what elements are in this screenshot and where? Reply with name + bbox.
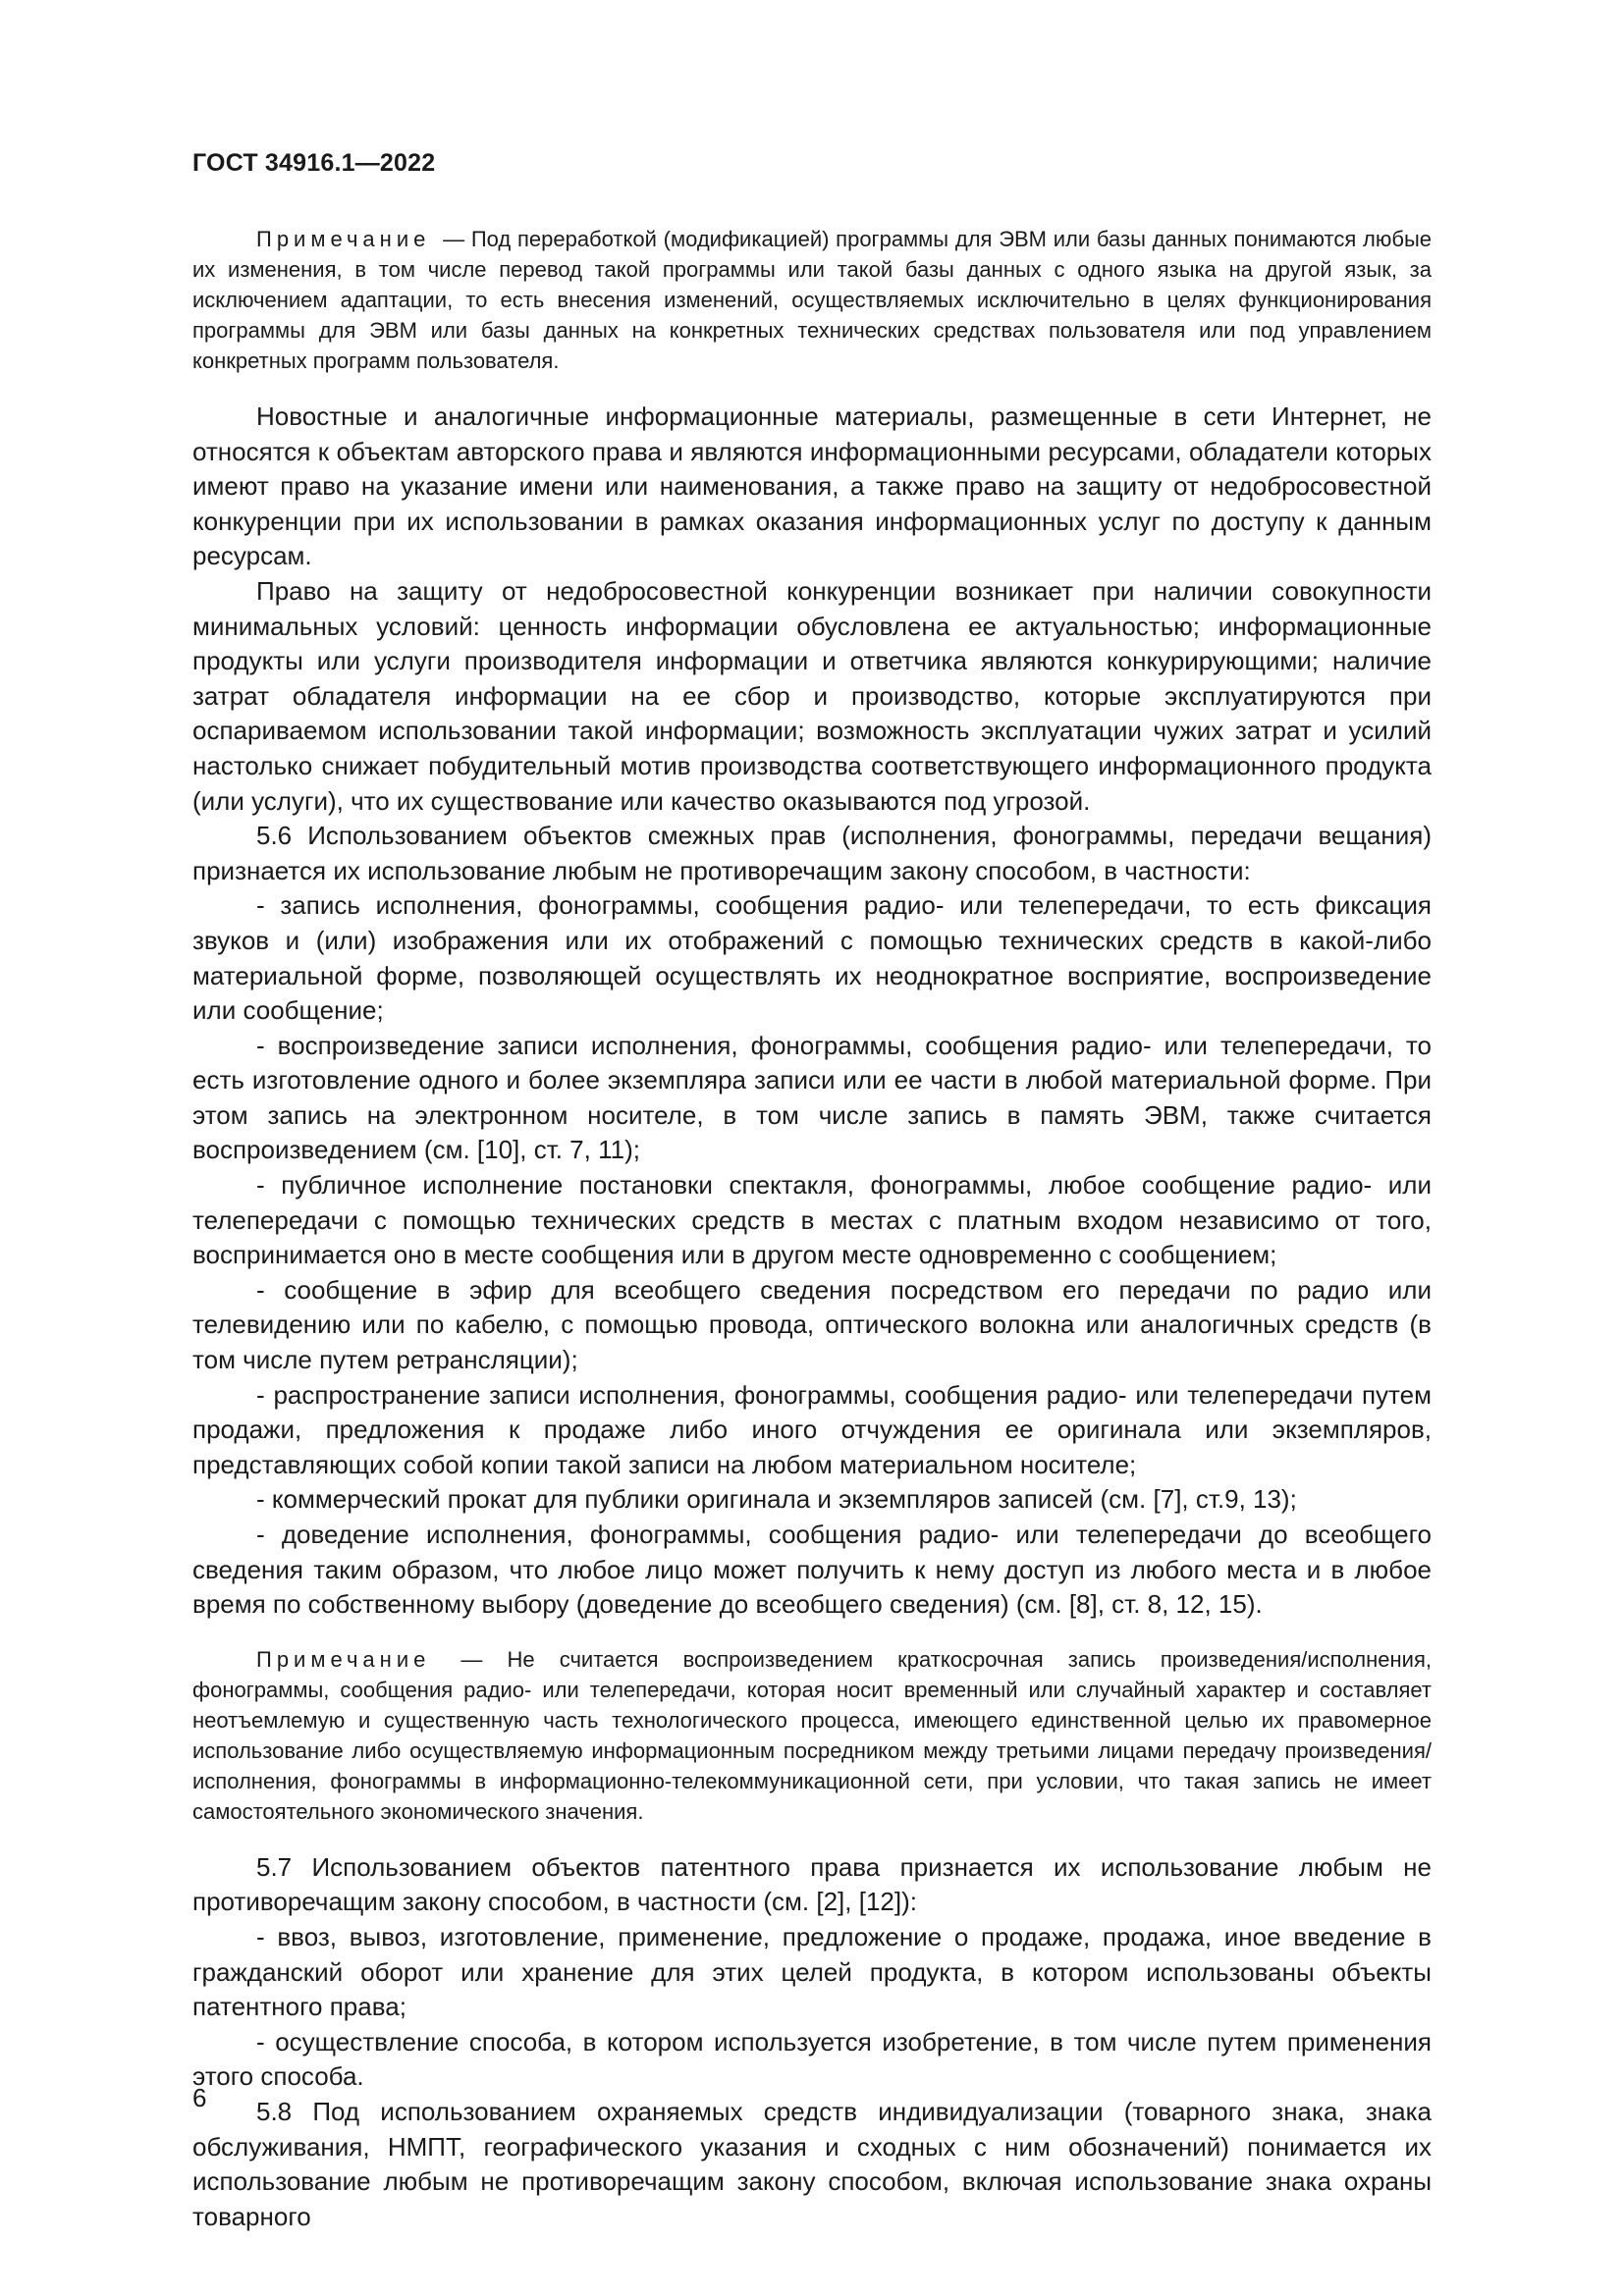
list-item: - ввоз, вывоз, изготовление, применение, предложение о продаже, продажа, иное введение в гражданский оборот или хранение для этих целей продукта, в котором использованы объекты патентного права; (192, 1921, 1432, 2022)
note-2-text: — Не считается воспроизведением краткосрочная запись произведения/исполнения, фонограммы, сообщения радио- или телепередачи, которая носит временный или случайный характер и составляет неотъемлемую и существенную часть технологического процесса, имеющего единственной целью их правомерное использование либо осуществляемую информационным посредником между третьими лицами передачу произведения/исполнения, фонограммы в информационно-телекоммуникационной сети, при условии, что такая запись не имеет самостоятельного экономического значения. (192, 1646, 1432, 1824)
section-part-a (192, 400, 1432, 1623)
note-label: Примечание (256, 227, 431, 251)
list-item: - коммерческий прокат для публики оригинала и экземпляров записей (см. [7], ст.9, 13); (256, 1484, 1297, 1515)
document-header: ГОСТ 34916.1—2022 (192, 149, 436, 177)
list-item: - доведение исполнения, фонограммы, сообщения радио- или телепередачи до всеобщего сведения таким образом, что любое лицо может получить к нему доступ из любого места и в любое время по собственному выбору (доведение до всеобщего сведения) (см. [8], ст. 8, 12, 15). (192, 1520, 1432, 1620)
clause-5-6: 5.6 Использованием объектов смежных прав (исполнения, фонограммы, передачи вещания) признается их использование любым не противоречащим закону способом, в частности: (192, 821, 1432, 885)
list-item: - публичное исполнение постановки спектакля, фонограммы, любое сообщение радио- или телепередачи с помощью технических средств в местах с платным входом независимо от того, воспринимается оно в месте сообщения или в другом месте одновременно с сообщением; (192, 1170, 1432, 1270)
page-number: 6 (192, 2083, 207, 2112)
paragraph: Право на защиту от недобросовестной конкуренции возникает при наличии совокупности минимальных условий: ценность информации обусловлена ее актуальностью; информационные продукты или услуги производителя информации и ответчика являются конкурирующими; наличие затрат обладателя информации на ее сбор и производство, которые эксплуатируются при оспариваемом использовании такой информации; возможность эксплуатации чужих затрат и усилий настолько снижает побудительный мотив производства соответствующего информационного продукта (или услуги), что их существование или качество оказываются под угрозой. (192, 575, 1432, 816)
list-item: - осуществление способа, в котором используется изобретение, в том числе путем применения этого способа. (192, 2026, 1432, 2092)
note-1 (192, 224, 1432, 376)
page-body (192, 224, 1432, 2234)
list-item: - воспроизведение записи исполнения, фонограммы, сообщения радио- или телепередачи, то есть изготовление одного и более экземпляра записи или ее части в любой материальной форме. При этом запись на электронном носителе, в том числе запись в память ЭВМ, также считается воспроизведением (см. [10], ст. 7, 11); (192, 1030, 1432, 1165)
note-1-text: — Под переработкой (модификацией) программы для ЭВМ или базы данных понимаются любые их изменения, в том числе перевод такой программы или такой базы данных с одного языка на другой язык, за исключением адаптации, то есть внесения изменений, осуществляемых исключительно в целях функционирования программы для ЭВМ или базы данных на конкретных технических средствах пользователя или под управлением конкретных программ пользователя. (192, 227, 1432, 373)
section-part-b (192, 1850, 1432, 2235)
note-2 (192, 1644, 1432, 1827)
note-label: Примечание (256, 1646, 431, 1672)
list-item: - запись исполнения, фонограммы, сообщения радио- или телепередачи, то есть фиксация звуков и (или) изображения или их отображений с помощью технических средств в какой-либо материальной форме, позволяющей осуществлять их неоднократное восприятие, воспроизведение или сообщение; (192, 890, 1432, 1026)
paragraph: Новостные и аналогичные информационные материалы, размещенные в сети Интернет, не относятся к объектам авторского права и являются информационными ресурсами, обладатели которых имеют право на указание имени или наименования, а также право на защиту от недобросовестной конкуренции при их использовании в рамках оказания информационных услуг по доступу к данным ресурсам. (192, 401, 1432, 571)
clause-5-8: 5.8 Под использованием охраняемых средств индивидуализации (товарного знака, знака обслуживания, НМПТ, географического указания и сходных с ним обозначений) понимается их использование любым не противоречащим закону способом, включая использование знака охраны товарного (192, 2096, 1432, 2231)
list-item: - распространение записи исполнения, фонограммы, сообщения радио- или телепередачи путем продажи, предложения к продаже либо иного отчуждения ее оригинала или экземпляров, представляющих собой копии такой записи на любом материальном носителе; (192, 1379, 1432, 1479)
clause-5-7: 5.7 Использованием объектов патентного права признается их использование любым не противоречащим закону способом, в частности (см. [2], [12]): (192, 1851, 1432, 1917)
list-item: - сообщение в эфир для всеобщего сведения посредством его передачи по радио или телевидению или по кабелю, с помощью провода, оптического волокна или аналогичных средств (в том числе путем ретрансляции); (192, 1274, 1432, 1375)
